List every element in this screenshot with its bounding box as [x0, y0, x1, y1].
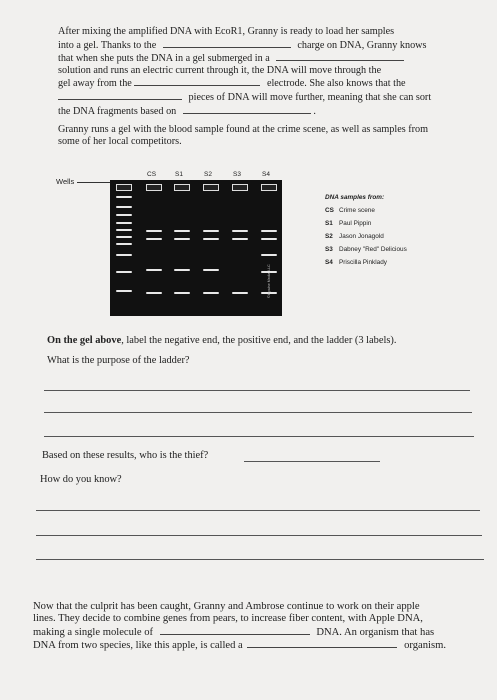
- intro-line-1: After mixing the amplified DNA with EcoR1, Granny is ready to load her samples: [58, 26, 395, 37]
- well-s1: [174, 184, 190, 191]
- s1-band: [174, 269, 190, 271]
- intro-line-5-start: gel away from the: [58, 78, 132, 90]
- question-label-gel-bold: On the gel above: [47, 335, 122, 346]
- cs-band: [146, 269, 162, 271]
- ladder-band: [116, 229, 132, 231]
- s2-band: [203, 230, 219, 232]
- s1-band: [174, 292, 190, 294]
- gel-image: [110, 171, 282, 316]
- size-blank[interactable]: [58, 90, 182, 100]
- apple-line-1: Now that the culprit has been caught, Granny and Ambrose continue to work on their apple: [33, 601, 420, 612]
- legend-item: S2 Jason Jonagold: [325, 233, 384, 240]
- question-how-know: How do you know?: [40, 474, 122, 485]
- legend-item: CS Crime scene: [325, 207, 375, 214]
- s2-band: [203, 269, 219, 271]
- ladder-band: [116, 236, 132, 238]
- cs-band: [146, 238, 162, 240]
- intro-paragraph: [58, 26, 458, 117]
- ladder-band: [116, 206, 132, 208]
- gel-intro-paragraph: [58, 124, 468, 147]
- apple-line-3-start: making a single molecule of: [33, 626, 154, 638]
- apple-line-2: lines. They decide to combine genes from pears, to increase fiber content, with Apple DNA,: [33, 612, 423, 624]
- answer-line[interactable]: [36, 559, 484, 560]
- s3-band: [232, 238, 248, 240]
- question-thief: [42, 450, 208, 461]
- ladder-band: [116, 214, 132, 216]
- answer-line[interactable]: [44, 412, 472, 413]
- ladder-band: [116, 254, 132, 256]
- apple-gmo-paragraph: [33, 601, 493, 652]
- intro-line-6-end: pieces of DNA will move further, meaning that she can sort: [188, 91, 432, 103]
- ladder-band: [116, 290, 132, 292]
- s1-band: [174, 238, 190, 240]
- intro-line-2-end: charge on DNA, Granny knows: [297, 39, 427, 51]
- answer-line[interactable]: [44, 390, 470, 391]
- lane-label-s4: S4: [262, 171, 270, 178]
- legend-item: S4 Priscilla Pinklady: [325, 259, 387, 266]
- intro-line-7-start: the DNA fragments based on: [58, 105, 177, 117]
- lane-label-s3: S3: [233, 171, 241, 178]
- cs-band: [146, 292, 162, 294]
- gel-copyright-text: ©Impulse Media, LLC: [267, 264, 271, 298]
- ladder-band: [116, 222, 132, 224]
- intro-line-7-end: .: [313, 105, 316, 117]
- well-cs: [146, 184, 162, 191]
- electrode-blank[interactable]: [134, 76, 260, 86]
- s4-band: [261, 230, 277, 232]
- intro-line-2-start: into a gel. Thanks to the: [58, 39, 157, 51]
- sort-basis-blank[interactable]: [183, 104, 311, 114]
- s4-band: [261, 238, 277, 240]
- gel-intro-line-2: some of her local competitors.: [58, 135, 182, 147]
- transgenic-blank[interactable]: [247, 638, 397, 648]
- wells-label: Wells: [56, 177, 75, 186]
- gel-intro-line-1: Granny runs a gel with the blood sample found at the crime scene, as well as samples from: [58, 124, 429, 135]
- legend-item: S1 Paul Pippin: [325, 220, 372, 227]
- s1-band: [174, 230, 190, 232]
- solution-blank[interactable]: [276, 51, 404, 61]
- apple-line-3-end: DNA. An organism that has: [316, 626, 435, 638]
- well-s3: [232, 184, 248, 191]
- s2-band: [203, 238, 219, 240]
- cs-band: [146, 230, 162, 232]
- well-s2: [203, 184, 219, 191]
- wells-pointer-line: [77, 182, 110, 183]
- question-label-gel: [47, 335, 396, 346]
- question-ladder-purpose: What is the purpose of the ladder?: [47, 355, 190, 366]
- intro-line-5-end: electrode. She also knows that the: [266, 78, 406, 90]
- charge-blank[interactable]: [163, 38, 291, 48]
- ladder-band: [116, 243, 132, 245]
- intro-line-4: solution and runs an electric current through it, the DNA will move through the: [58, 64, 382, 76]
- ladder-band: [116, 271, 132, 273]
- well-ladder: [116, 184, 132, 191]
- s2-band: [203, 292, 219, 294]
- apple-line-4-end: organism.: [404, 640, 446, 652]
- dna-samples-legend: [325, 194, 407, 272]
- recombinant-blank[interactable]: [160, 625, 310, 635]
- answer-line[interactable]: [44, 436, 474, 437]
- lane-label-cs: CS: [147, 171, 157, 178]
- question-label-gel-rest: , label the negative end, the positive end, and the ladder (3 labels).: [121, 335, 397, 346]
- s3-band: [232, 292, 248, 294]
- s4-band: [261, 254, 277, 256]
- ladder-band: [116, 196, 132, 198]
- lane-label-s2: S2: [204, 171, 212, 178]
- s3-band: [232, 230, 248, 232]
- intro-line-3-start: that when she puts the DNA in a gel submerged in a: [58, 53, 270, 65]
- apple-line-4-start: DNA from two species, like this apple, is called a: [33, 640, 243, 652]
- legend-item: S3 Dabney "Red" Delicious: [325, 246, 407, 253]
- lane-label-s1: S1: [175, 171, 183, 178]
- answer-line[interactable]: [36, 535, 482, 536]
- question-thief-text: Based on these results, who is the thief?: [42, 450, 209, 461]
- well-s4: [261, 184, 277, 191]
- thief-answer-blank[interactable]: [244, 461, 380, 462]
- answer-line[interactable]: [36, 510, 480, 511]
- gel-copyright: [267, 264, 272, 298]
- legend-heading: DNA samples from:: [325, 194, 385, 201]
